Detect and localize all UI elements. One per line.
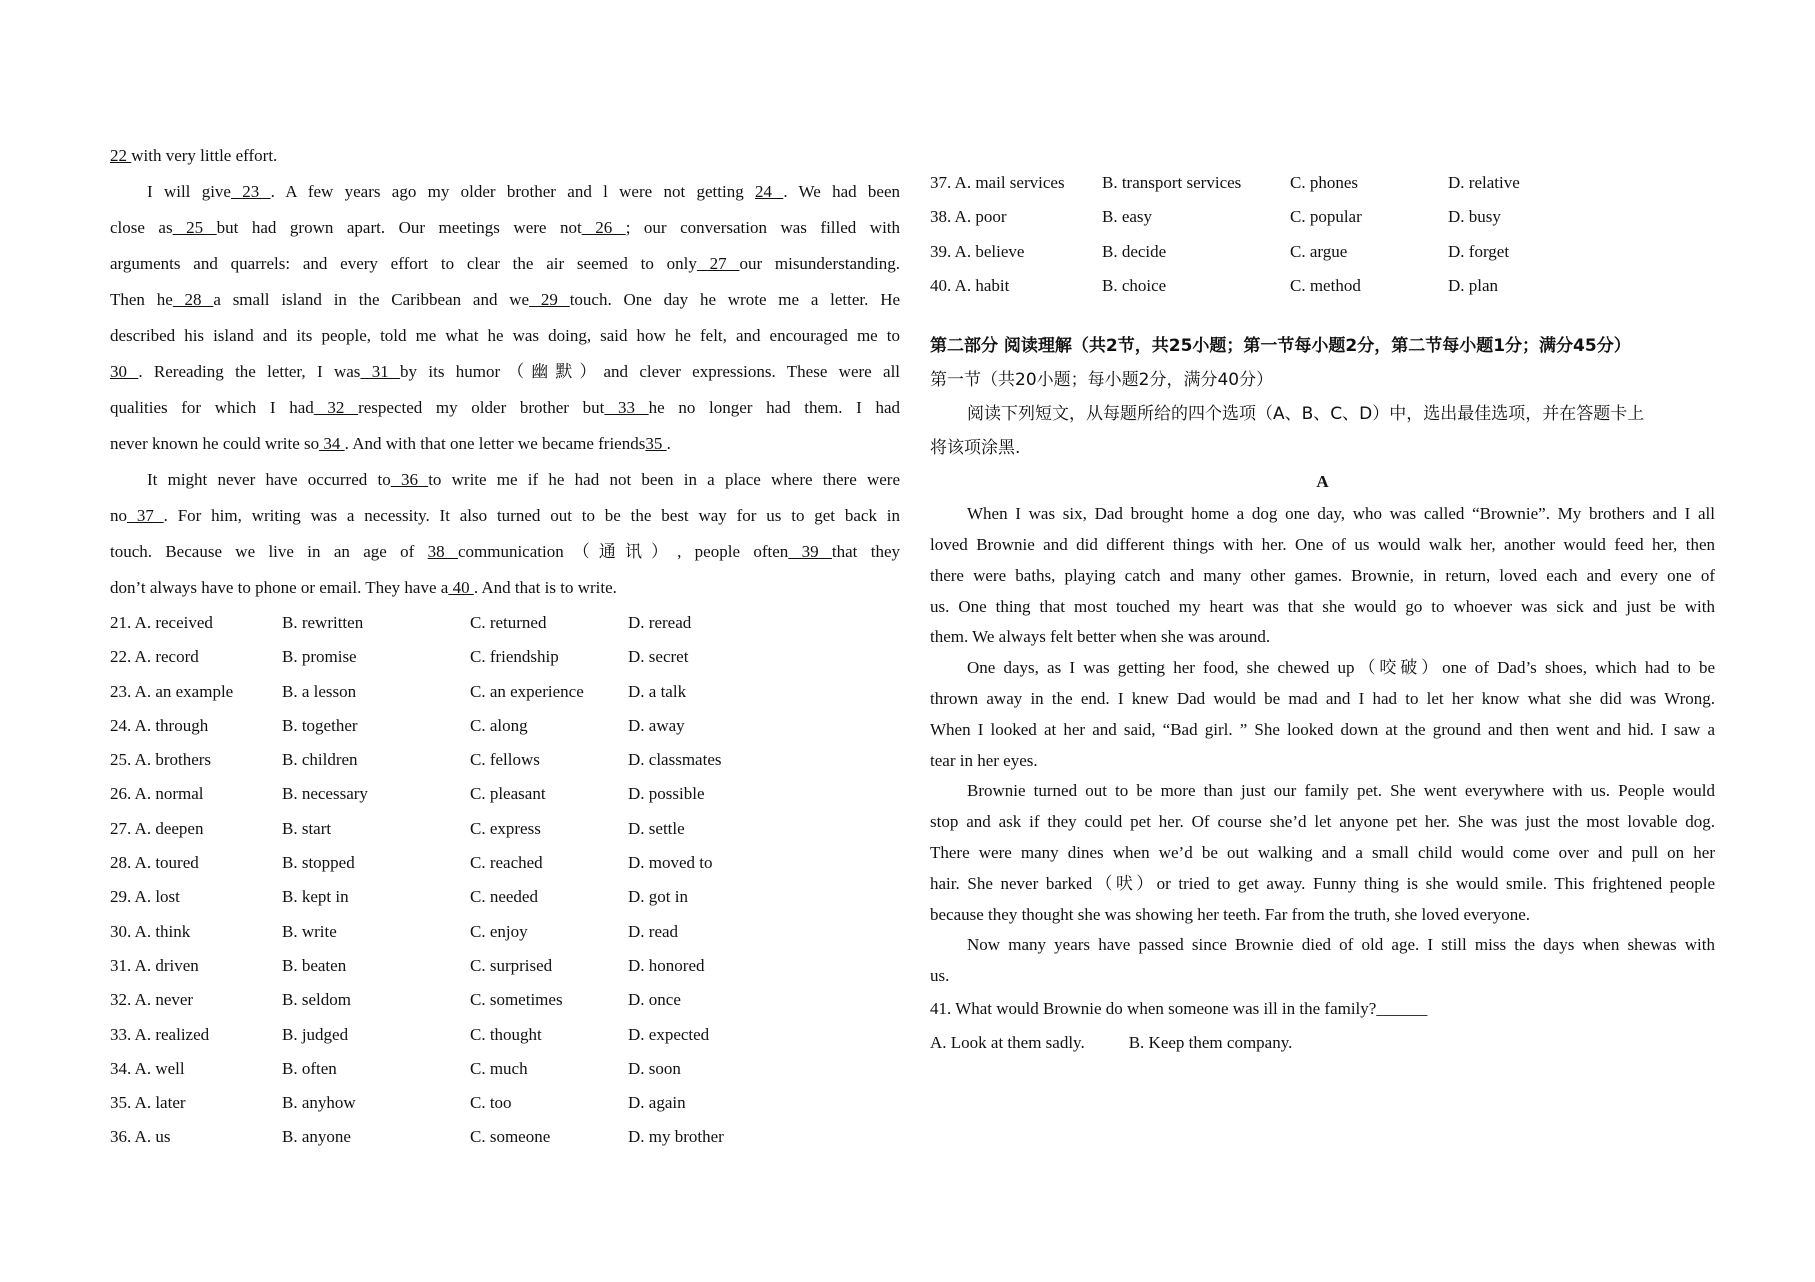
blank: 39 — [788, 542, 832, 561]
option-choice: D. away — [628, 715, 685, 735]
option-choice: D. settle — [628, 818, 685, 838]
passage-line: don’t always have to phone or email. They have a 40 . And that is to write. — [110, 578, 617, 597]
option-choice: D. expected — [628, 1024, 710, 1044]
option-row — [110, 709, 900, 743]
instruction-line: 将该项涂黑. — [930, 438, 1021, 459]
blank: 28 — [172, 290, 214, 309]
option-choice: C. argue — [1290, 241, 1348, 261]
passage-line: there were baths, playing catch and many other games. Brownie, in return, loved each and every one of — [930, 565, 1715, 585]
option-choice: 21. A. received — [110, 613, 213, 632]
option-choice: 36. A. us — [110, 1127, 171, 1147]
question-41: 41. What would Brownie do when someone was ill in the family?______ — [930, 998, 1428, 1018]
option-row — [930, 235, 1715, 269]
option-choice: C. thought — [470, 1024, 542, 1044]
blank: 38 — [427, 542, 458, 561]
right-column — [930, 166, 1715, 1060]
option-row — [110, 812, 900, 846]
option-choice: B. children — [282, 750, 358, 770]
option-choice: B. judged — [282, 1024, 349, 1044]
option-choice: B. choice — [1102, 275, 1167, 295]
option-choice: D. busy — [1448, 207, 1501, 227]
option-choice: B. together — [282, 715, 358, 735]
option-choice: C. fellows — [470, 750, 540, 770]
passage-line: When I looked at her and said, “Bad girl. ” She looked down at the ground and then went and hid. I saw a — [930, 719, 1715, 739]
option-row — [110, 1120, 900, 1154]
option-choice: 23. A. an example — [110, 681, 234, 701]
option-choice: 38. A. poor — [930, 207, 1007, 227]
option-row — [110, 743, 900, 777]
option-choice: C. method — [1290, 275, 1361, 295]
passage-line: described his island and its people, told me what he was doing, said how he felt, and encouraged me to — [110, 326, 900, 345]
passage-line: thrown away in the end. I knew Dad would be mad and I had to let her know what she did was Wrong. — [930, 688, 1715, 708]
blank: 30 — [110, 362, 139, 381]
option-choice: D. soon — [628, 1058, 681, 1078]
passage-line: One days, as I was getting her food, she chewed up（咬破）one of Dad’s shoes, which had to be — [967, 658, 1715, 678]
blank: 35 — [645, 434, 667, 453]
part2-heading: 第二部分 阅读理解（共2节，共25小题；第一节每小题2分，第二节每小题1分；满分45分） — [930, 336, 1631, 357]
blank: 31 — [360, 362, 401, 381]
option-choice: B. beaten — [282, 955, 347, 975]
option-row — [110, 675, 900, 709]
option-choice: C. needed — [470, 887, 538, 907]
option-choice: 28. A. toured — [110, 853, 199, 873]
passage-line: never known he could write so 34 . And with that one letter we became friends35 . — [110, 434, 671, 453]
option-choice: D. forget — [1448, 241, 1510, 261]
blank: 25 — [172, 218, 217, 237]
option-row — [110, 949, 900, 983]
option-a: A. Look at them sadly. — [930, 1032, 1085, 1052]
option-choice: C. someone — [470, 1127, 551, 1147]
option-choice: B. anyhow — [282, 1093, 356, 1113]
option-choice: D. once — [628, 990, 681, 1010]
option-choice: 26. A. normal — [110, 784, 204, 804]
option-choice: 29. A. lost — [110, 887, 180, 907]
passage-line: loved Brownie and did different things with her. One of us would walk her, another would feed her, then — [930, 534, 1715, 554]
passage-line: 22 with very little effort. — [110, 146, 278, 165]
option-choice: C. returned — [470, 613, 547, 632]
option-row — [110, 1052, 900, 1086]
passage-line: us. One thing that most touched my heart was that she would go to whoever was sick and just be with — [930, 596, 1715, 616]
passage-line: close as 25 but had grown apart. Our meetings were not 26 ; our conversation was filled with — [110, 218, 901, 237]
option-choice: B. anyone — [282, 1127, 351, 1147]
option-row — [110, 915, 900, 949]
option-choice: B. write — [282, 921, 337, 941]
option-choice: C. much — [470, 1058, 528, 1078]
option-choice: C. reached — [470, 853, 543, 873]
passage-line: tear in her eyes. — [930, 750, 1038, 770]
option-choice: D. possible — [628, 784, 705, 804]
blank: 33 — [604, 398, 649, 417]
cloze-paragraph-1 — [110, 174, 900, 462]
option-choice: 24. A. through — [110, 715, 209, 735]
cloze-options-list-continued — [930, 166, 1715, 303]
option-choice: 30. A. think — [110, 921, 191, 941]
blank: 36 — [390, 470, 429, 489]
passage-line: Then he 28 a small island in the Caribbean and we 29 touch. One day he wrote me a letter. He — [110, 290, 901, 309]
passage-line: I will give 23 . A few years ago my older brother and l were not getting 24 . We had been — [147, 182, 901, 201]
option-choice: D. my brother — [628, 1127, 724, 1147]
option-row — [110, 606, 900, 640]
passage-line: arguments and quarrels: and every effort to clear the air seemed to only 27 our misunderstanding. — [110, 254, 900, 273]
cloze-paragraph-2 — [110, 462, 900, 606]
option-choice: 35. A. later — [110, 1093, 186, 1113]
blank: 23 — [230, 182, 271, 201]
passage-line: stop and ask if they could pet her. Of course she’d let anyone pet her. She was just the most lovable dog. — [930, 812, 1715, 832]
option-choice: B. easy — [1102, 207, 1153, 227]
option-choice: D. again — [628, 1093, 686, 1113]
instruction-line: 阅读下列短文，从每题所给的四个选项（A、B、C、D）中，选出最佳选项，并在答题卡上 — [967, 404, 1645, 425]
section1-heading: 第一节（共20小题；每小题2分，满分40分） — [930, 370, 1274, 391]
option-choice: C. too — [470, 1093, 512, 1113]
blank: 37 — [127, 506, 164, 525]
passage-line: 30 . Rereading the letter, I was 31 by its humor（幽默）and clever expressions. These were all — [110, 362, 901, 381]
option-choice: 33. A. realized — [110, 1024, 210, 1044]
option-choice: 32. A. never — [110, 990, 194, 1010]
blank: 29 — [529, 290, 570, 309]
option-choice: D. a talk — [628, 681, 687, 701]
option-row — [110, 1086, 900, 1120]
reading-passage-a — [930, 499, 1715, 992]
option-choice: D. read — [628, 921, 679, 941]
blank: 40 — [448, 578, 474, 597]
option-row — [930, 269, 1715, 303]
option-row — [110, 846, 900, 880]
passage-line: no 37 . For him, writing was a necessity. It also turned out to be the best way for us to get back in — [110, 506, 900, 525]
option-choice: D. secret — [628, 647, 689, 667]
option-choice: D. honored — [628, 955, 705, 975]
passage-line: Brownie turned out to be more than just our family pet. She went everywhere with us. People would — [967, 781, 1715, 801]
option-choice: C. phones — [1290, 173, 1358, 192]
option-choice: 31. A. driven — [110, 955, 199, 975]
option-choice: D. relative — [1448, 173, 1520, 192]
passage-line: us. — [930, 966, 950, 986]
option-choice: 39. A. believe — [930, 241, 1025, 261]
option-row — [110, 777, 900, 811]
passage-line: because they thought she was showing her teeth. Far from the truth, she loved everyone. — [930, 904, 1531, 924]
option-choice: B. transport services — [1102, 173, 1242, 192]
option-choice: C. express — [470, 818, 541, 838]
option-choice: C. pleasant — [470, 784, 546, 804]
blank: 27 — [696, 254, 740, 273]
option-row — [110, 983, 900, 1017]
option-row — [930, 200, 1715, 234]
option-row — [930, 166, 1715, 200]
option-choice: 37. A. mail services — [930, 173, 1065, 192]
option-choice: B. often — [282, 1058, 337, 1078]
cloze-options-list — [110, 606, 900, 1155]
blank-number: 22 — [110, 146, 132, 165]
option-choice: B. necessary — [282, 784, 368, 804]
option-row — [110, 640, 900, 674]
passage-line: qualities for which I had 32 respected my older brother but 33 he no longer had them. I had — [110, 398, 901, 417]
option-choice: B. promise — [282, 647, 357, 667]
passage-line: Now many years have passed since Brownie died of old age. I still miss the days when shewas with — [967, 935, 1715, 955]
option-choice: B. stopped — [282, 853, 355, 873]
option-choice: B. a lesson — [282, 681, 357, 701]
option-choice: C. an experience — [470, 681, 584, 701]
option-choice: B. kept in — [282, 887, 349, 907]
option-choice: D. classmates — [628, 750, 722, 770]
option-choice: 25. A. brothers — [110, 750, 212, 770]
option-choice: B. decide — [1102, 241, 1167, 261]
passage-line: touch. Because we live in an age of 38 communication（通讯）, people often 39 that they — [110, 542, 900, 561]
option-b: B. Keep them company. — [1128, 1032, 1293, 1052]
option-choice: C. sometimes — [470, 990, 563, 1010]
option-choice: 34. A. well — [110, 1058, 185, 1078]
option-choice: 27. A. deepen — [110, 818, 204, 838]
option-choice: 22. A. record — [110, 647, 199, 667]
left-column — [110, 138, 900, 1155]
option-choice: C. along — [470, 715, 528, 735]
option-choice: B. start — [282, 818, 332, 838]
passage-line: hair. She never barked（吠）or tried to get away. Funny thing is she would smile. This frightened people — [930, 873, 1715, 893]
option-choice: D. moved to — [628, 853, 713, 873]
blank: 32 — [313, 398, 359, 417]
option-choice: D. plan — [1448, 275, 1499, 295]
option-row — [110, 880, 900, 914]
option-choice: C. surprised — [470, 955, 553, 975]
option-choice: D. reread — [628, 613, 692, 632]
option-choice: B. rewritten — [282, 613, 364, 632]
option-choice: C. friendship — [470, 647, 559, 667]
option-row — [110, 1018, 900, 1052]
passage-line: It might never have occurred to 36 to write me if he had not been in a place where there were — [147, 470, 901, 489]
passage-label: A — [1316, 472, 1329, 492]
option-choice: 40. A. habit — [930, 275, 1010, 295]
option-choice: C. enjoy — [470, 921, 528, 941]
question-41-options — [930, 1026, 1715, 1060]
blank: 34 — [319, 434, 345, 453]
passage-line: When I was six, Dad brought home a dog one day, who was called “Brownie”. My brothers and I all — [967, 504, 1715, 524]
option-choice: B. seldom — [282, 990, 351, 1010]
passage-line: them. We always felt better when she was around. — [930, 627, 1271, 647]
option-choice: D. got in — [628, 887, 688, 907]
passage-line: There were many dines when we’d be out walking and a small child would come over and pull on her — [930, 842, 1715, 862]
option-choice: C. popular — [1290, 207, 1362, 227]
blank: 26 — [581, 218, 626, 237]
blank: 24 — [755, 182, 784, 201]
